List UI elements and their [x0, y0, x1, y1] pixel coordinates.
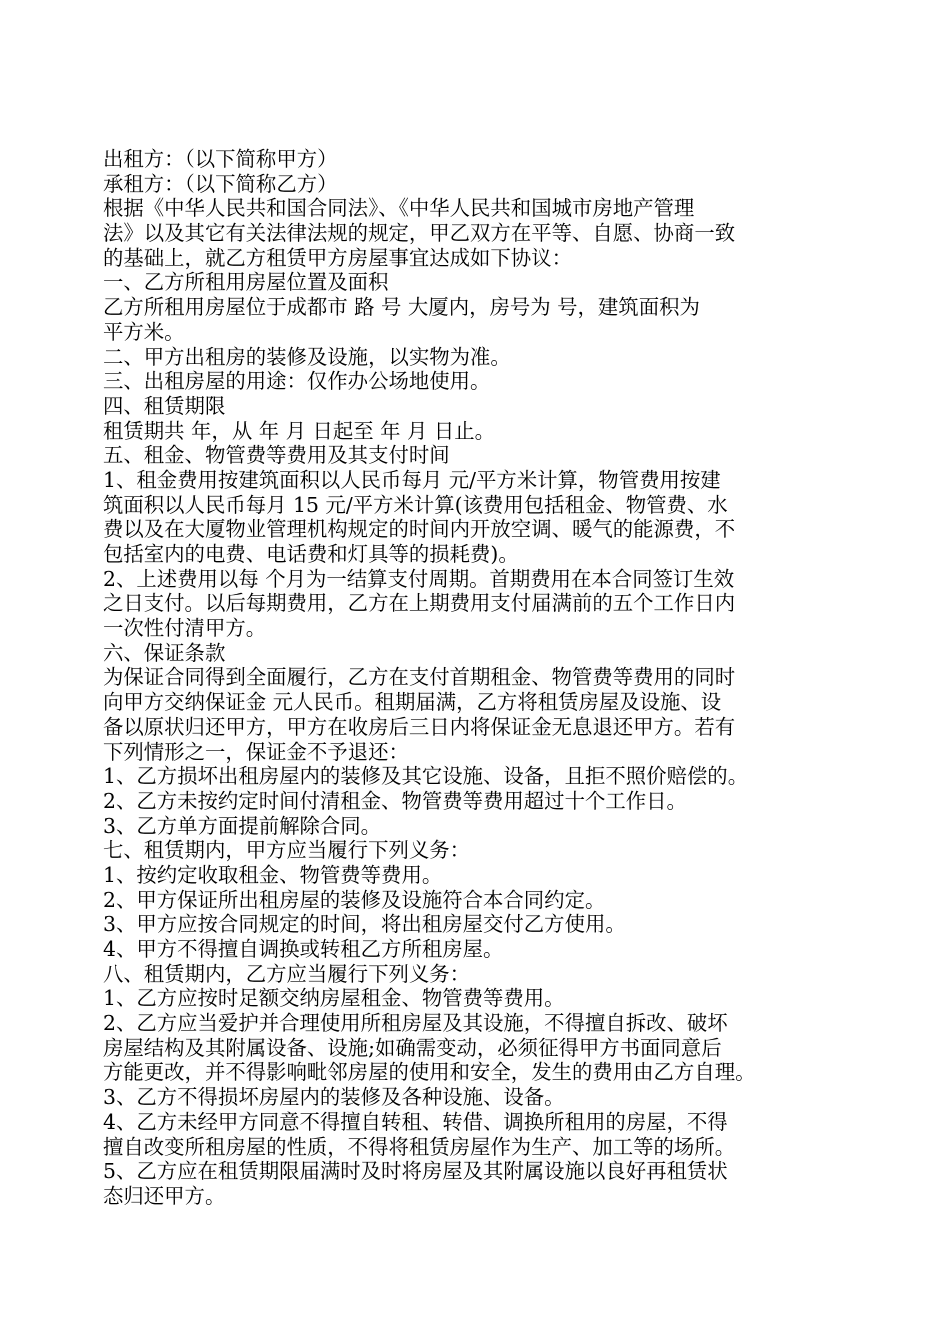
section-6-text-1: 为保证合同得到全面履行，乙方在支付首期租金、物管费等费用的同时 — [103, 665, 736, 690]
section-5-item-1-line-4: 包括室内的电费、电话费和灯具等的损耗费)。 — [103, 542, 519, 566]
section-8-item-5-line-1: 5、乙方应在租赁期限届满时及时将房屋及其附属设施以良好再租赁状 — [103, 1159, 728, 1184]
preamble-line-3: 的基础上，就乙方租赁甲方房屋事宜达成如下协议： — [103, 245, 572, 270]
section-8-item-4-line-1: 4、乙方未经甲方同意不得擅自转租、转借、调换所租用的房屋，不得 — [103, 1109, 728, 1134]
preamble-line-2: 法》以及其它有关法律法规的规定，甲乙双方在平等、自愿、协商一致 — [103, 221, 736, 246]
section-6-text-4: 下列情形之一，保证金不予退还： — [103, 739, 409, 764]
section-7-item-4: 4、甲方不得擅自调换或转租乙方所租房屋。 — [103, 937, 504, 961]
section-7-item-1: 1、按约定收取租金、物管费等费用。 — [103, 862, 443, 887]
section-5-item-1-line-3: 费以及在大厦物业管理机构规定的时间内开放空调、暖气的能源费，不 — [103, 517, 736, 542]
section-8-item-1: 1、乙方应按时足额交纳房屋租金、物管费等费用。 — [103, 986, 565, 1011]
section-6-text-3: 备以原状归还甲方，甲方在收房后三日内将保证金无息退还甲方。若有 — [103, 714, 736, 739]
document-body — [103, 147, 855, 1209]
section-6-item-1: 1、乙方损坏出租房屋内的装修及其它设施、设备，且拒不照价赔偿的。 — [103, 764, 749, 789]
section-1-text-1: 乙方所租用房屋位于成都市 路 号 大厦内，房号为 号，建筑面积为 — [103, 295, 700, 320]
section-5-item-1-line-1: 1、租金费用按建筑面积以人民币每月 元/平方米计算，物管费用按建 — [103, 467, 721, 492]
section-4-heading: 四、租赁期限 — [103, 393, 226, 418]
lessor-line: 出租方：（以下简称甲方） — [103, 147, 338, 171]
section-6-heading: 六、保证条款 — [103, 640, 226, 665]
section-8-item-2-line-1: 2、乙方应当爱护并合理使用所租房屋及其设施，不得擅自拆改、破坏 — [103, 1011, 728, 1036]
section-5-item-1-line-2: 筑面积以人民币每月 15 元/平方米计算(该费用包括租金、物管费、水 — [103, 492, 728, 517]
section-6-item-3: 3、乙方单方面提前解除合同。 — [103, 813, 382, 838]
preamble-line-1: 根据《中华人民共和国合同法》、《中华人民共和国城市房地产管理 — [103, 196, 695, 221]
section-7-item-3: 3、甲方应按合同规定的时间，将出租房屋交付乙方使用。 — [103, 912, 626, 937]
section-4-text: 租赁期共 年，从 年 月 日起至 年 月 日止。 — [103, 418, 496, 443]
section-1-heading: 一、乙方所租用房屋位置及面积 — [103, 270, 389, 295]
section-3-heading: 三、出租房屋的用途：仅作办公场地使用。 — [103, 369, 491, 394]
section-7-item-2: 2、甲方保证所出租房屋的装修及设施符合本合同约定。 — [103, 887, 606, 912]
section-5-item-2-line-1: 2、上述费用以每 个月为一结算支付周期。首期费用在本合同签订生效 — [103, 566, 735, 591]
lessee-line: 承租方：（以下简称乙方） — [103, 171, 338, 196]
section-8-item-2-line-3: 方能更改，并不得影响毗邻房屋的使用和安全，发生的费用由乙方自理。 — [103, 1060, 756, 1085]
section-8-item-3: 3、乙方不得损坏房屋内的装修及各种设施、设备。 — [103, 1085, 565, 1110]
section-8-heading: 八、租赁期内，乙方应当履行下列义务： — [103, 961, 471, 986]
section-5-item-2-line-3: 一次性付清甲方。 — [103, 616, 267, 641]
section-5-heading: 五、租金、物管费等费用及其支付时间 — [103, 443, 450, 468]
section-2-heading: 二、甲方出租房的装修及设施，以实物为准。 — [103, 344, 511, 369]
section-5-item-2-line-2: 之日支付。以后每期费用，乙方在上期费用支付届满前的五个工作日内 — [103, 591, 736, 616]
section-8-item-5-line-2: 态归还甲方。 — [103, 1183, 226, 1208]
section-8-item-2-line-2: 房屋结构及其附属设备、设施;如确需变动，必须征得甲方书面同意后 — [103, 1035, 722, 1060]
section-6-item-2: 2、乙方未按约定时间付清租金、物管费等费用超过十个工作日。 — [103, 788, 687, 813]
section-1-text-2: 平方米。 — [103, 319, 185, 344]
section-6-text-2: 向甲方交纳保证金 元人民币。租期届满，乙方将租赁房屋及设施、设 — [103, 690, 722, 715]
section-8-item-4-line-2: 擅自改变所租房屋的性质，不得将租赁房屋作为生产、加工等的场所。 — [103, 1134, 736, 1159]
section-7-heading: 七、租赁期内，甲方应当履行下列义务： — [103, 838, 471, 863]
